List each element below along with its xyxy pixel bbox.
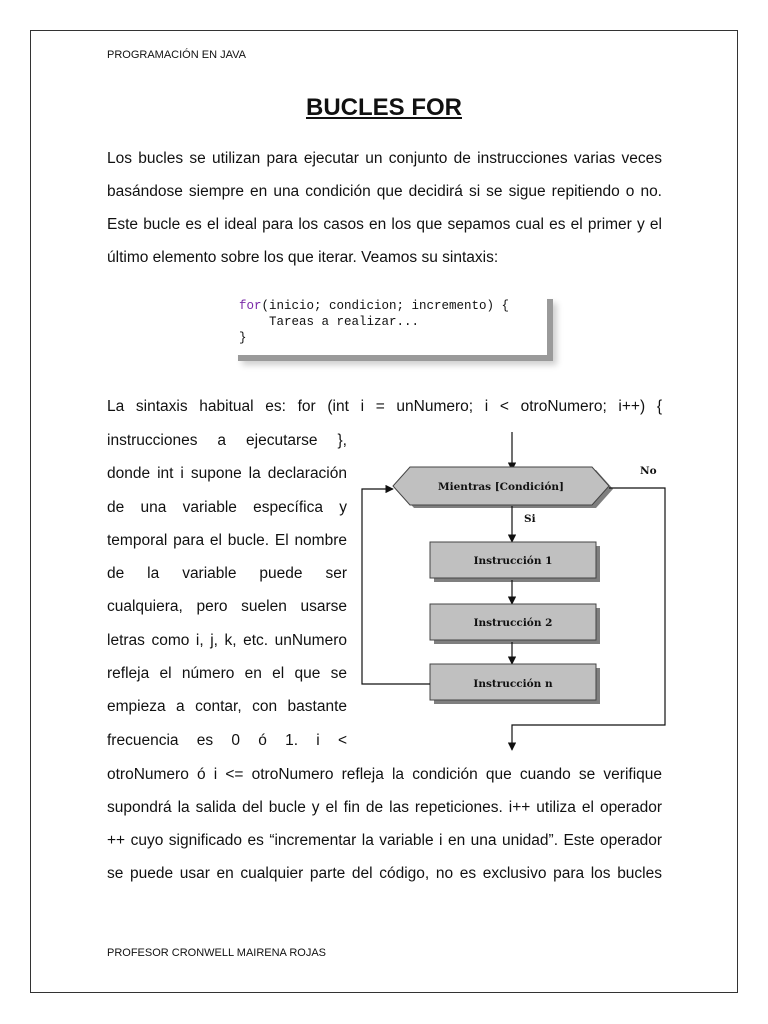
text-line: Los bucles se utilizan para ejecutar un conjunto de instrucciones varias veces xyxy=(107,150,662,167)
text-line: cualquiera, pero suelen usarse xyxy=(107,598,347,616)
bottom-paragraph xyxy=(107,758,662,890)
syntax-paragraph xyxy=(107,390,662,423)
text-line: se puede usar en cualquier parte del código, no es exclusivo para los bucles xyxy=(107,865,662,882)
text-line: de una variable específica y xyxy=(107,498,347,516)
text-line: donde int i supone la declaración xyxy=(107,465,347,483)
text-line: otroNumero ó i <= otroNumero refleja la condición que cuando se verifique xyxy=(107,766,662,783)
text-line: frecuencia es 0 ó 1. i < xyxy=(107,731,347,749)
intro-paragraph xyxy=(107,142,662,274)
code-line-1-rest: (inicio; condicion; incremento) { xyxy=(261,299,510,313)
text-line: basándose siempre en una condición que decidirá si se sigue repitiendo o no. xyxy=(107,183,662,200)
condition-label: Mientras [Condición] xyxy=(438,481,564,493)
text-line: de la variable puede ser xyxy=(107,565,347,583)
text-line: empieza a contar, con bastante xyxy=(107,698,347,716)
step-label-1: Instrucción 1 xyxy=(473,555,553,567)
page-title: BUCLES FOR xyxy=(306,94,462,121)
column-paragraph xyxy=(107,424,347,757)
text-line: último elemento sobre los que iterar. Veamos su sintaxis: xyxy=(107,249,499,266)
text-line: La sintaxis habitual es: for (int i = unNumero; i < otroNumero; i++) { xyxy=(107,398,662,415)
code-line-3: } xyxy=(239,331,247,345)
text-line: supondrá la salida del bucle y el fin de las repeticiones. i++ utiliza el operador xyxy=(107,799,662,816)
text-line: letras como i, j, k, etc. unNumero xyxy=(107,631,347,649)
step-label-2: Instrucción 2 xyxy=(473,617,553,629)
page-footer: PROFESOR CRONWELL MAIRENA ROJAS xyxy=(107,947,327,959)
flowchart-diagram xyxy=(360,430,680,755)
text-line: refleja el número en el que se xyxy=(107,665,347,683)
step-label-3: Instrucción n xyxy=(473,678,553,690)
code-line-1 xyxy=(239,299,509,313)
text-line: Este bucle es el ideal para los casos en los que sepamos cual es el primer y el xyxy=(107,216,662,233)
loop-back-path xyxy=(362,489,430,684)
yes-label: Si xyxy=(524,513,536,525)
text-line: temporal para el bucle. El nombre xyxy=(107,531,347,549)
no-label: No xyxy=(640,465,657,477)
page-header: PROGRAMACIÓN EN JAVA xyxy=(107,49,246,61)
text-line: instrucciones a ejecutarse }, xyxy=(107,432,347,449)
text-line: ++ cuyo significado es “incrementar la variable i en una unidad”. Este operador xyxy=(107,832,662,849)
code-line-2: Tareas a realizar... xyxy=(239,315,420,329)
code-snippet xyxy=(232,293,547,355)
code-keyword: for xyxy=(239,299,262,313)
